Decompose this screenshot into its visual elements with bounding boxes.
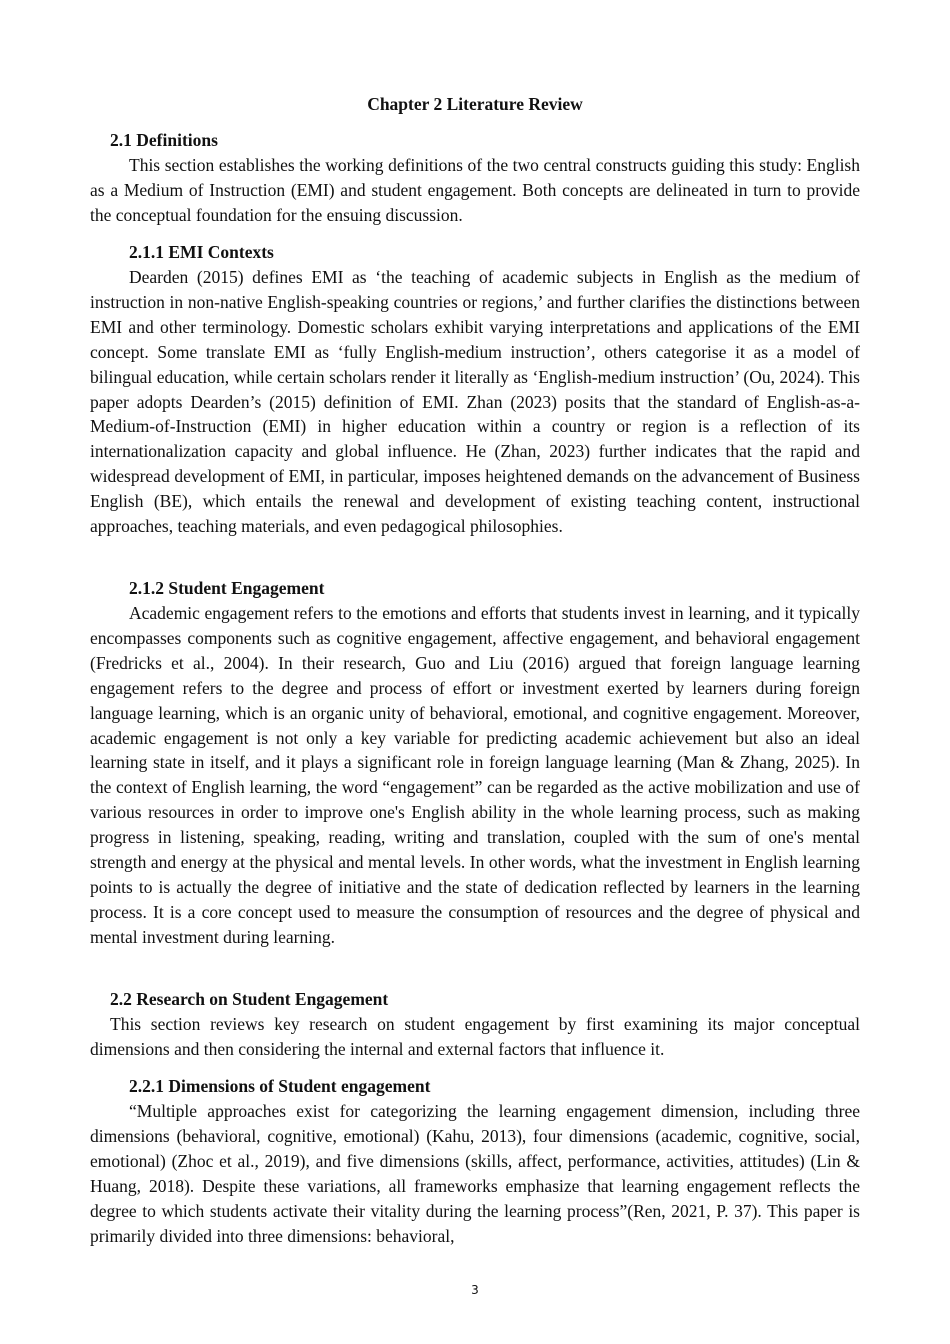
section-2-1-1-body: Dearden (2015) defines EMI as ‘the teaching of academic subjects in English as the medium of instruction in non-native English-speaking countries or regions,’ and further clarifies the distinctions between EMI and other terminology. Domestic scholars exhibit varying interpretations and applications of the EMI concept. Some translate EMI as ‘fully English-medium instruction’, others categorise it as a model of bilingual education, while certain scholars render it literally as ‘English-medium instruction’ (Ou, 2024). This paper adopts Dearden’s (2015) definition of EMI. Zhan (2023) posits that the standard of English-as-a-Medium-of-Instruction (EMI) in higher education within a country or region is a reflection of its internationalization capacity and global influence. He (Zhan, 2023) further indicates that the rapid and widespread development of EMI, in particular, imposes heightened demands on the advancement of Business English (BE), which entails the renewal and development of existing teaching content, instructional approaches, teaching materials, and even pedagogical philosophies. — [90, 267, 860, 537]
page-number: 3 — [471, 1283, 479, 1297]
section-heading-2-1-1: 2.1.1 EMI Contexts — [129, 242, 274, 262]
section-heading-2-2: 2.2 Research on Student Engagement — [110, 989, 389, 1009]
section-2-1-intro: This section establishes the working definitions of the two central constructs guiding this study: English as a Medium of Instruction (EMI) and student engagement. Both concepts are delineated in turn to provide the conceptual foundation for the ensuing discussion. — [90, 155, 860, 225]
section-2-2-1-body: “Multiple approaches exist for categorizing the learning engagement dimension, including three dimensions (behavioral, cognitive, emotional) (Kahu, 2013), four dimensions (academic, cognitive, social, emotional) (Zhoc et al., 2019), and five dimensions (skills, affect, performance, activities, attitudes) (Lin & Huang, 2018). Despite these variations, all frameworks emphasize that learning engagement reflects the degree to which students activate their vitality during the learning process”(Ren, 2021, P. 37). This paper is primarily divided into three dimensions: behavioral, — [90, 1101, 860, 1246]
section-heading-2-2-1: 2.2.1 Dimensions of Student engagement — [129, 1076, 431, 1096]
section-2-2-intro: This section reviews key research on student engagement by first examining its major conceptual dimensions and then considering the internal and external factors that influence it. — [90, 1014, 860, 1059]
document-page — [90, 0, 860, 1344]
section-heading-2-1-2: 2.1.2 Student Engagement — [129, 578, 325, 598]
section-heading-2-1: 2.1 Definitions — [110, 130, 218, 150]
chapter-title: Chapter 2 Literature Review — [367, 94, 583, 114]
section-2-1-2-body: Academic engagement refers to the emotions and efforts that students invest in learning, and it typically encompasses components such as cognitive engagement, affective engagement, and behavioral engagement (Fredricks et al., 2004). In their research, Guo and Liu (2016) argued that foreign language learning engagement refers to the degree and process of effort or investment exerted by learners during foreign language learning, which is an organic unity of behavioral, emotional, and cognitive engagement. Moreover, academic engagement is not only a key variable for predicting academic achievement but also an ideal learning state in itself, and it plays a significant role in foreign language learning (Man & Zhang, 2025). In the context of English learning, the word “engagement” can be regarded as the active mobilization and use of various resources in order to improve one's English ability in the whole learning process, such as making progress in listening, speaking, reading, writing and translation, coupled with the sum of one's mental strength and energy at the physical and mental levels. In other words, what the investment in English learning points to is actually the degree of initiative and the state of dedication reflected by learners in the learning process. It is a core concept used to measure the consumption of resources and the degree of physical and mental investment during learning. — [90, 603, 860, 947]
